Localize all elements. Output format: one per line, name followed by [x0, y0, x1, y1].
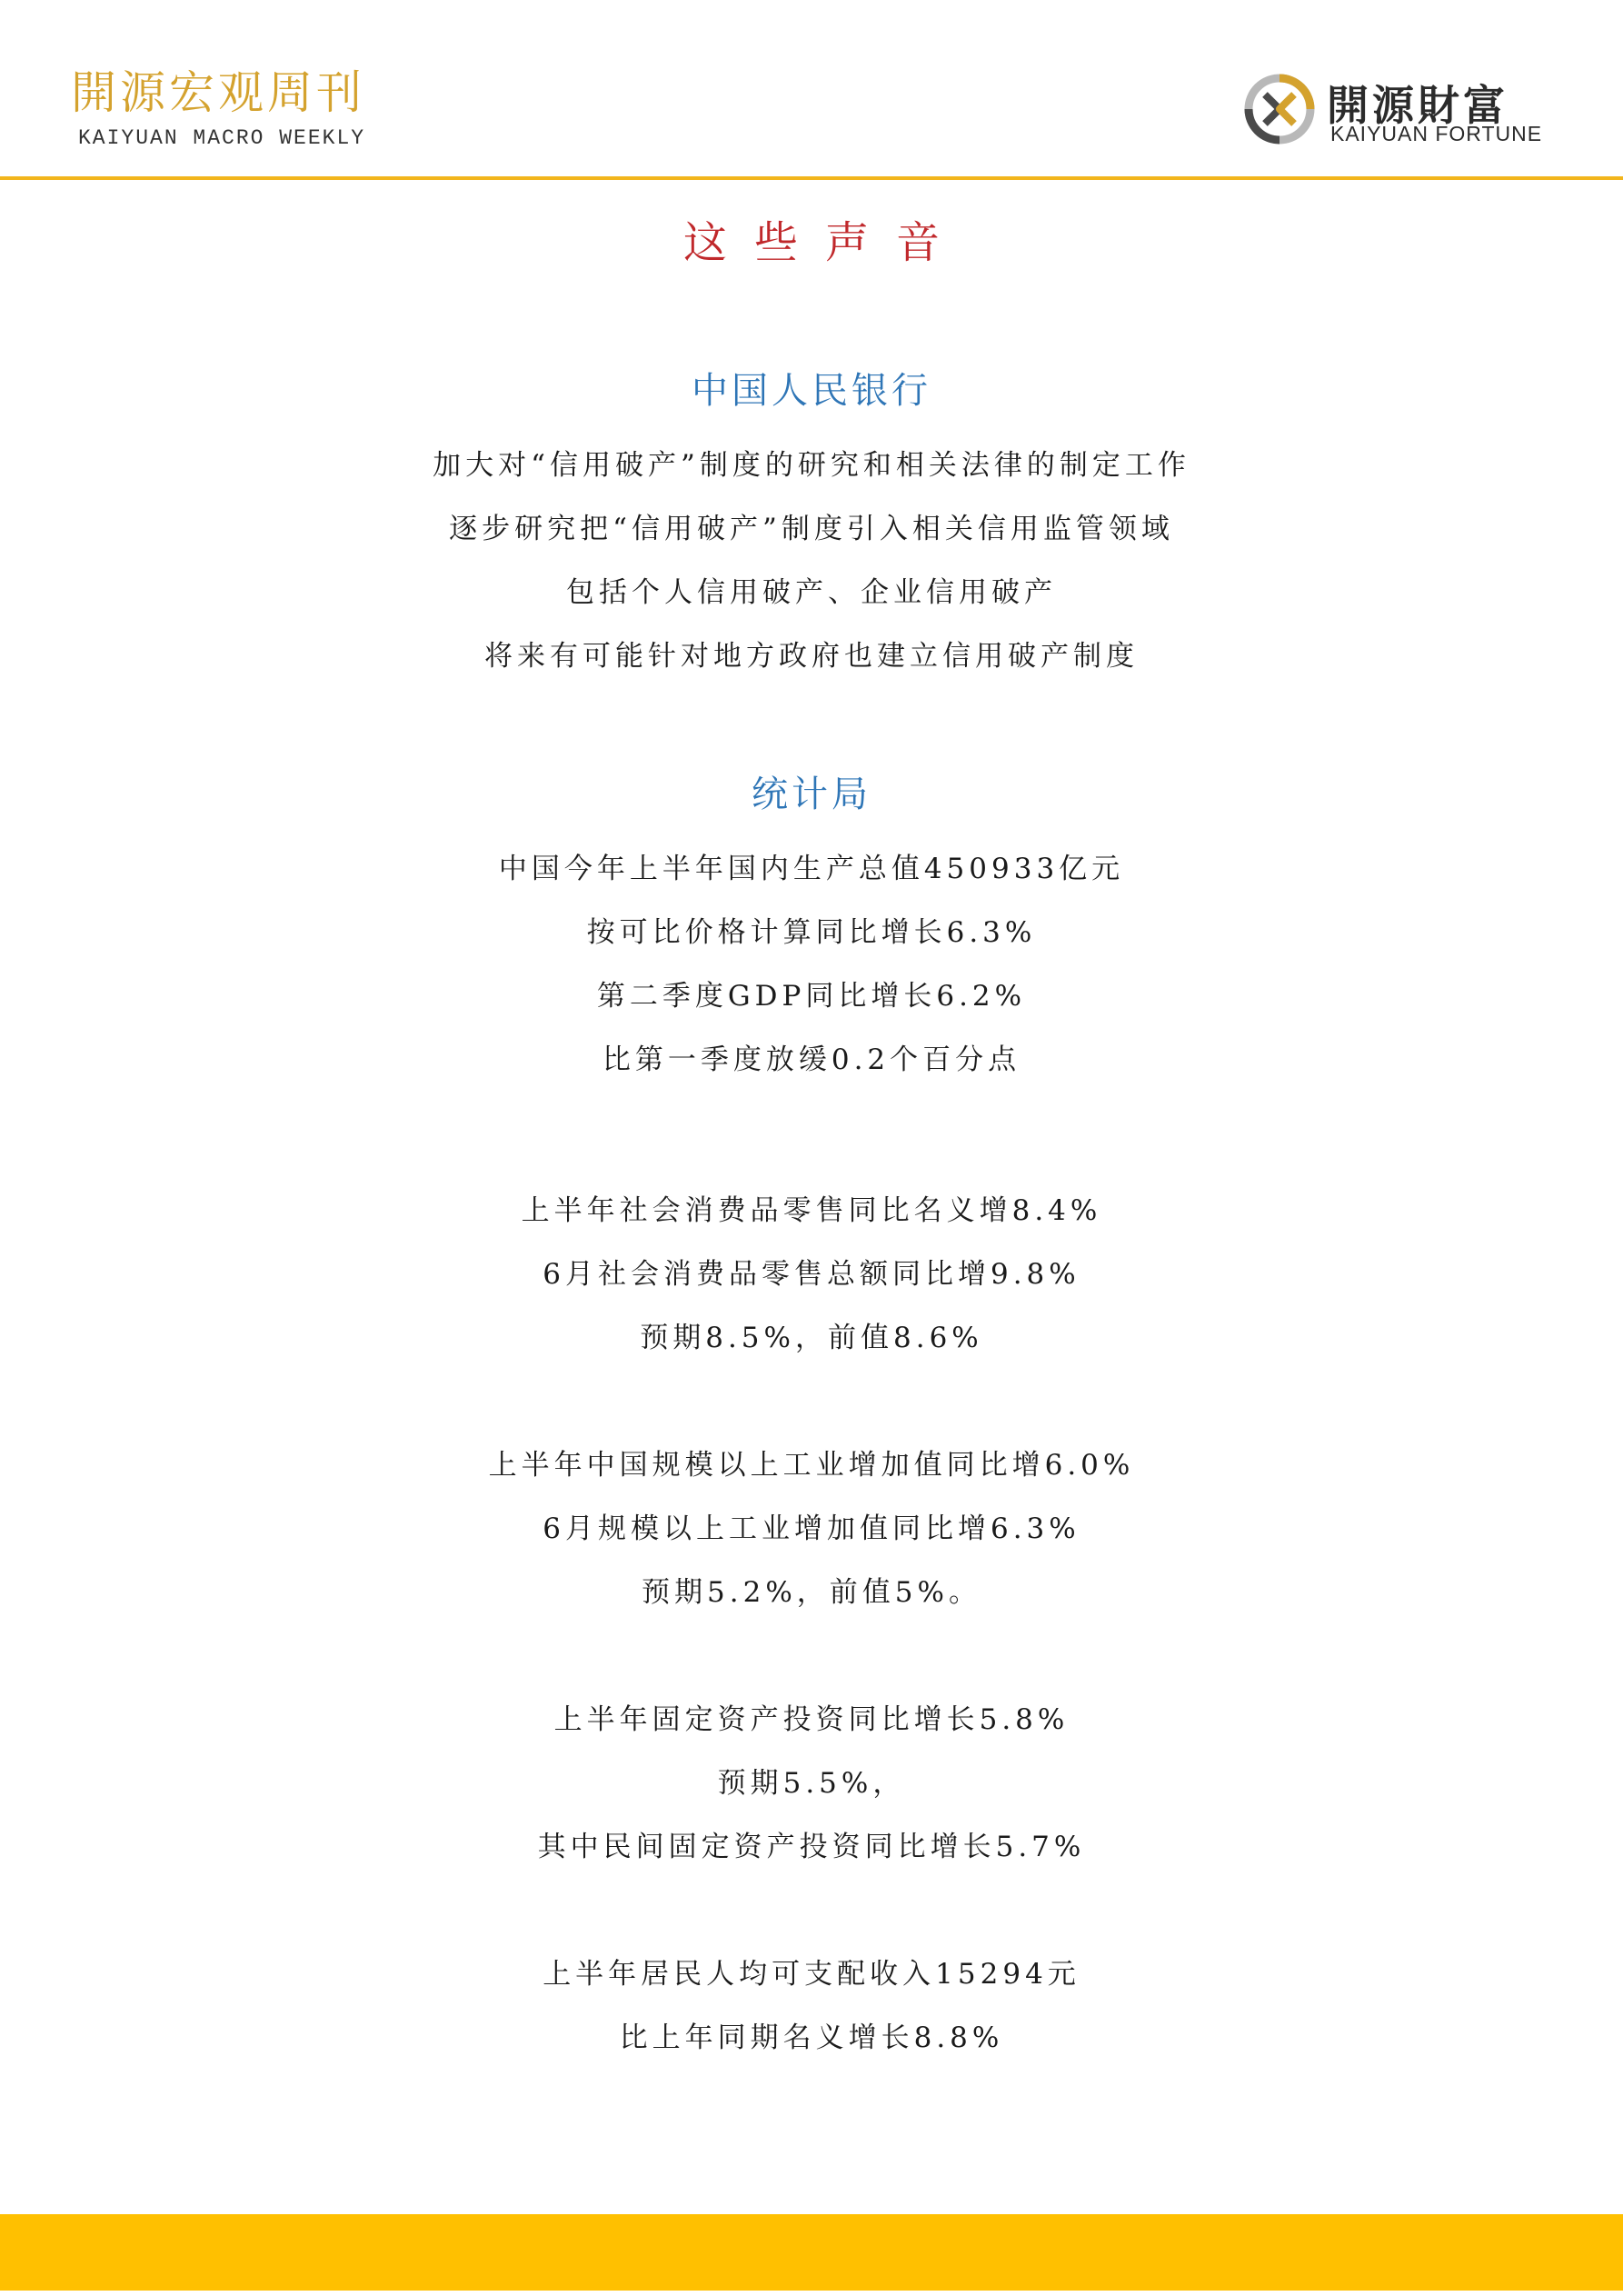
- page-title: 这些声音: [682, 217, 967, 268]
- nbs-line: 上半年固定资产投资同比增长5.8%: [553, 1703, 1070, 1736]
- kaiyuan-fortune-logo: [1243, 73, 1570, 155]
- pboc-line: 加大对“信用破产”制度的研究和相关法律的制定工作: [433, 449, 1190, 482]
- nbs-line: 上半年社会消费品零售同比名义增8.4%: [521, 1194, 1102, 1227]
- nbs-line: 预期8.5%，前值8.6%: [640, 1322, 983, 1354]
- nbs-line: 6月社会消费品零售总额同比增9.8%: [543, 1258, 1080, 1291]
- nbs-line: 上半年中国规模以上工业增加值同比增6.0%: [488, 1449, 1135, 1482]
- pboc-line: 包括个人信用破产、企业信用破产: [566, 576, 1057, 609]
- section-title-nbs: 统计局: [752, 774, 871, 815]
- nbs-line: 上半年居民人均可支配收入15294元: [543, 1958, 1080, 1991]
- nbs-line: 比上年同期名义增长8.8%: [619, 2021, 1004, 2054]
- nbs-line: 按可比价格计算同比增长6.3%: [586, 916, 1037, 949]
- nbs-line: 预期5.5%，: [717, 1767, 906, 1800]
- nbs-line: 预期5.2%，前值5%。: [642, 1576, 981, 1609]
- pboc-line: 将来有可能针对地方政府也建立信用破产制度: [484, 640, 1139, 673]
- nbs-line: 第二季度GDP同比增长6.2%: [596, 980, 1027, 1013]
- publication-title: 開源宏观周刊: [71, 66, 365, 119]
- logo-chinese-name: 開源財富: [1327, 81, 1508, 130]
- header-divider: [0, 176, 1623, 180]
- page-header: [0, 0, 1623, 182]
- kaiyuan-logo-icon: [1243, 73, 1316, 145]
- nbs-line: 中国今年上半年国内生产总值450933亿元: [498, 853, 1125, 885]
- nbs-line: 6月规模以上工业增加值同比增6.3%: [543, 1512, 1080, 1545]
- nbs-line: 比第一季度放缓0.2个百分点: [602, 1043, 1021, 1076]
- section-title-pboc: 中国人民银行: [692, 370, 931, 412]
- publication-subtitle: KAIYUAN MACRO WEEKLY: [78, 126, 366, 150]
- logo-english-name: KAIYUAN FORTUNE: [1330, 122, 1543, 145]
- pboc-line: 逐步研究把“信用破产”制度引入相关信用监管领域: [449, 513, 1174, 545]
- nbs-line: 其中民间固定资产投资同比增长5.7%: [537, 1831, 1086, 1863]
- footer-bar: [0, 2214, 1623, 2291]
